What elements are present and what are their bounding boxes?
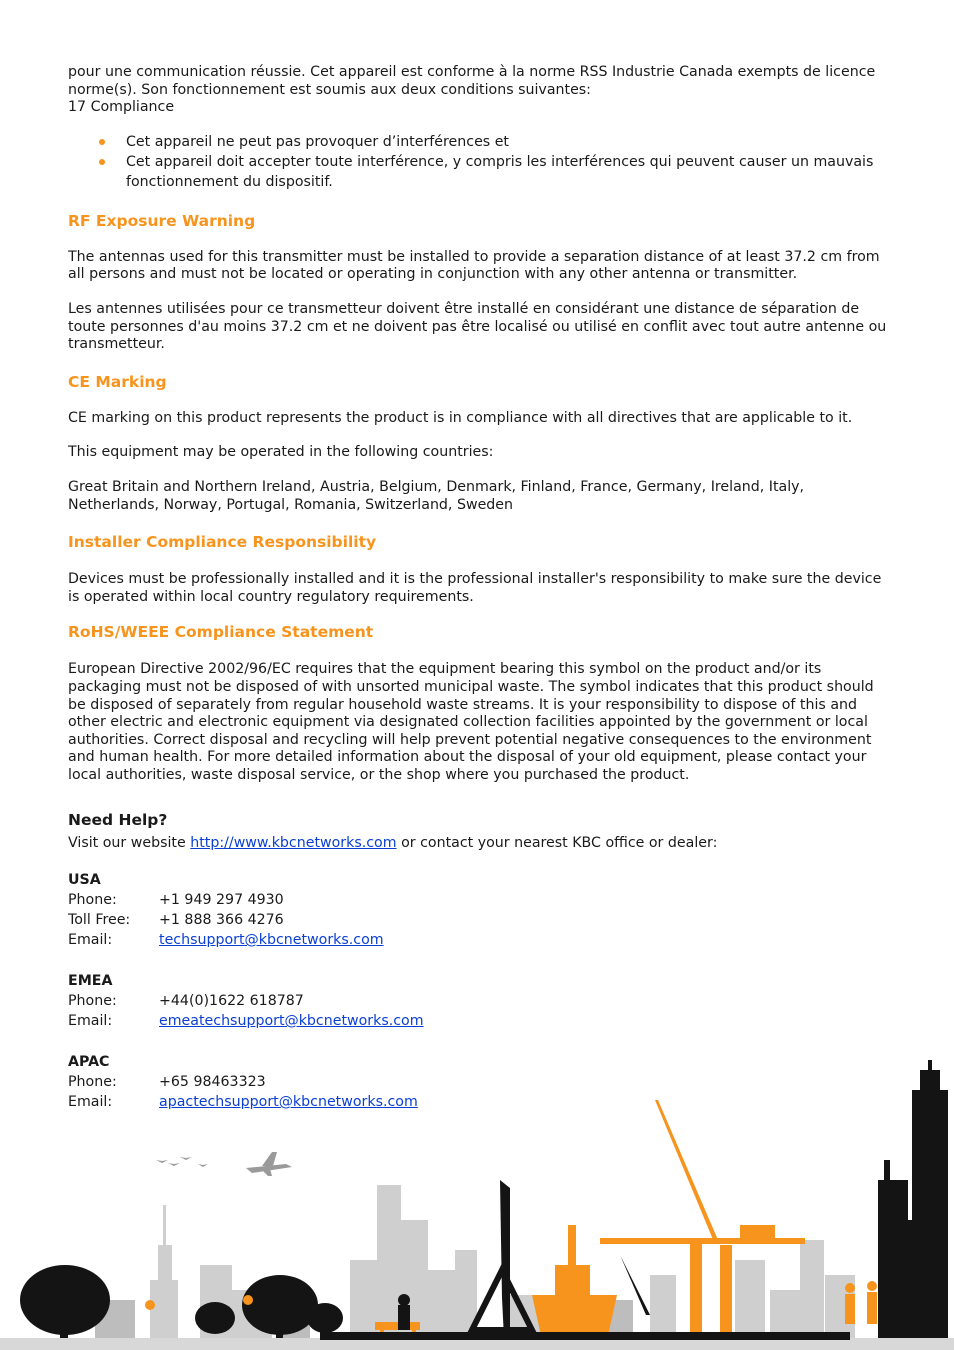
email-link[interactable]: techsupport@kbcnetworks.com (159, 932, 384, 949)
quay (320, 1332, 850, 1340)
contact-row: Phone: +1 949 297 4930 (68, 892, 284, 909)
conditions-list (99, 132, 888, 192)
birds-and-plane (156, 1152, 292, 1176)
rf-exposure-heading: RF Exposure Warning (68, 211, 256, 230)
ce-marking-paragraph: CE marking on this product represents the product is in compliance with all directives that are applicable to it. (68, 409, 853, 426)
rf-exposure-paragraph-fr: Les antennes utilisées pour ce transmetteur doivent être installé en considérant une distance de séparation de toute personnes d'au moins 37.2 cm et ne doivent pas être localisé ou utilisé en conflit avec tout autre antenne ou transmetteur. (68, 300, 887, 353)
tree-silhouettes (20, 1265, 343, 1340)
ce-countries-intro: This equipment may be operated in the following countries: (68, 444, 494, 461)
refinery-tower (878, 1060, 948, 1340)
region-title: USA (68, 872, 101, 889)
phone-value: +65 98463323 (159, 1074, 266, 1091)
list-item: Cet appareil doit accepter toute interférence, y compris les interférences qui peuvent causer un mauvais fonctionnement du dispositif. (99, 152, 888, 192)
bullet-dot-icon (99, 139, 105, 145)
contact-row: Email: apactechsupport@kbcnetworks.com (68, 1094, 418, 1111)
email-link[interactable]: apactechsupport@kbcnetworks.com (159, 1094, 418, 1111)
rohs-heading: RoHS/WEEE Compliance Statement (68, 623, 374, 642)
section-label: 17 Compliance (68, 99, 175, 116)
intro-paragraph: pour une communication réussie. Cet appareil est conforme à la norme RSS Industrie Canada exempts de licence norme(s). Son fonctionnement est soumis aux deux conditions suivantes: (68, 64, 876, 98)
contact-row: Email: emeatechsupport@kbcnetworks.com (68, 1013, 424, 1030)
list-item: Cet appareil ne peut pas provoquer d’interférences et (99, 132, 888, 152)
contact-row: Email: techsupport@kbcnetworks.com (68, 932, 384, 949)
ce-marking-heading: CE Marking (68, 372, 167, 391)
contact-row: Phone: +44(0)1622 618787 (68, 993, 304, 1010)
need-help-heading: Need Help? (68, 811, 168, 830)
installer-heading: Installer Compliance Responsibility (68, 533, 377, 552)
installer-paragraph: Devices must be professionally installed and it is the professional installer's responsibility to make sure the device is operated within local country regulatory requirements. (68, 571, 882, 605)
city-skyline-illustration (0, 1060, 954, 1350)
bullet-dot-icon (99, 159, 105, 165)
ce-countries-list: Great Britain and Northern Ireland, Austria, Belgium, Denmark, Finland, France, Germany, Ireland, Italy, Netherlands, Norway, Portugal, Romania, Switzerland, Sweden (68, 478, 805, 513)
contact-usa (68, 870, 888, 950)
phone-value: +44(0)1622 618787 (159, 993, 304, 1010)
document-page (68, 64, 888, 1112)
contact-emea (68, 971, 888, 1031)
contact-row: Phone: +65 98463323 (68, 1074, 266, 1091)
visit-website-line: Visit our website http://www.kbcnetworks.com or contact your nearest KBC office or dealer: (68, 835, 718, 852)
region-title: EMEA (68, 973, 113, 990)
email-link[interactable]: emeatechsupport@kbcnetworks.com (159, 1013, 424, 1030)
contact-row: Toll Free: +1 888 366 4276 (68, 912, 284, 929)
phone-value: +1 949 297 4930 (159, 892, 284, 909)
tollfree-value: +1 888 366 4276 (159, 912, 284, 929)
region-title: APAC (68, 1054, 110, 1071)
website-link[interactable]: http://www.kbcnetworks.com (190, 835, 397, 852)
rohs-paragraph: European Directive 2002/96/EC requires that the equipment bearing this symbol on the product and/or its packaging must not be disposed of with unsorted municipal waste. The symbol indicates that this product should be disposed of separately from regular household waste streams. It is your responsibility to dispose of this and other electric and electronic equipment via designated collection facilities appointed by the government or local authorities. Correct disposal and recycling will help prevent potential negative consequences to the environment and human health. For more detailed information about the disposal of your old equipment, please contact your local authorities, waste disposal service, or the shop where you purchased the product. (68, 661, 874, 783)
rf-exposure-paragraph-en: The antennas used for this transmitter must be installed to provide a separation distance of at least 37.2 cm from all persons and must not be located or operating in conjunction with any other antenna or transmitter. (68, 248, 880, 283)
